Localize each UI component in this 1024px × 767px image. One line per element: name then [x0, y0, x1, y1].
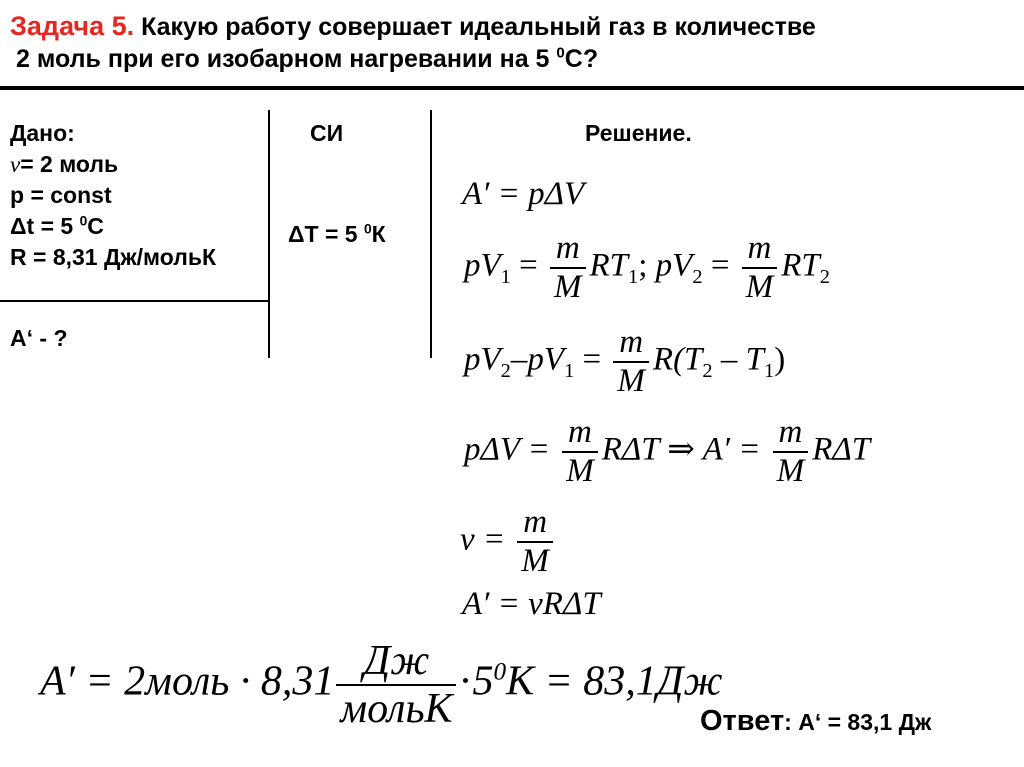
eq3-pv1: pV: [527, 341, 565, 378]
eq4-fraction-1: [562, 416, 598, 488]
eq2-rt2: RT: [781, 247, 820, 284]
answer-value: : A‘ = 83,1 Дж: [784, 709, 932, 735]
frac-den: M: [742, 267, 778, 304]
implies-arrow: ⇒: [667, 431, 695, 468]
find-quantity: A‘ - ?: [10, 325, 68, 351]
si-title: СИ: [310, 120, 344, 146]
si-delta-T-value: ΔT = 5: [288, 221, 358, 247]
final-result: К = 83,1Дж: [506, 658, 723, 705]
equation-work: A′ = pΔV: [462, 176, 585, 212]
nu-symbol: ν: [10, 152, 21, 177]
frac-den: мольК: [336, 684, 456, 730]
frac-num: m: [523, 504, 548, 540]
equation-state: [464, 232, 830, 304]
eq2-pv1: pV: [464, 247, 501, 284]
eq3-equals: =: [582, 341, 602, 378]
eq2-sub1b: 1: [628, 266, 639, 289]
task-line-1: [10, 10, 816, 43]
frac-den: M: [517, 541, 553, 578]
eq4-left: pΔV =: [464, 431, 550, 468]
eq3-minus: –: [510, 341, 528, 378]
final-dot: ·: [458, 658, 473, 705]
eq5-fraction: [517, 506, 553, 578]
divider-si-solution: [430, 110, 432, 358]
delta-t-value: Δt = 5: [10, 213, 74, 239]
given-find-rule: [0, 300, 268, 302]
eq4-a: A′ =: [702, 431, 761, 468]
nu-value: = 2 моль: [20, 151, 119, 177]
eq4-rdt: RΔT: [601, 431, 659, 468]
task-text-end: С?: [564, 45, 599, 73]
frac-den: M: [562, 451, 598, 488]
given-gas-constant: R = 8,31 Дж/мольК: [10, 244, 217, 270]
si-delta-T: [288, 219, 386, 250]
frac-num: m: [555, 230, 580, 266]
frac-den: M: [613, 361, 649, 398]
delta-t-unit: С: [87, 213, 104, 239]
eq4-rdt2: RΔT: [812, 431, 871, 468]
answer-label: Ответ: [700, 705, 785, 737]
given-title: Дано:: [10, 120, 75, 146]
degree-superscript: 0: [79, 213, 88, 229]
task-statement: [10, 10, 816, 75]
final-left: A′ = 2моль · 8,31: [40, 658, 335, 705]
eq3-fraction: [613, 326, 649, 398]
divider-given-si: [268, 110, 270, 358]
equation-difference: [464, 326, 785, 398]
header-rule: [0, 86, 1024, 90]
si-delta-T-unit: К: [371, 221, 386, 247]
eq2-rt1: RT: [589, 247, 629, 284]
final-five: 5: [472, 658, 494, 705]
eq3-pv2: pV: [464, 341, 501, 378]
degree-superscript: 0: [363, 221, 372, 237]
eq2-pv2: pV: [655, 247, 693, 284]
final-unit-fraction: [336, 640, 456, 730]
frac-num: m: [619, 324, 644, 360]
task-text-line-1: Какую работу совершает идеальный газ в количестве: [141, 13, 816, 41]
eq3-r-t2: R(T: [652, 341, 703, 378]
frac-num: m: [747, 230, 772, 266]
eq2-fraction-2: [742, 232, 778, 304]
frac-num: m: [778, 414, 803, 450]
eq3-sub2: 2: [500, 360, 511, 383]
frac-num: Дж: [363, 638, 430, 684]
frac-den: M: [773, 451, 809, 488]
eq2-equals: =: [519, 247, 538, 284]
eq3-sub-t2: 2: [702, 360, 713, 383]
task-line-2: [10, 43, 816, 75]
degree-superscript: 0: [493, 658, 507, 686]
degree-superscript: 0: [556, 44, 565, 62]
eq3-minus-t1: – T: [712, 341, 764, 378]
frac-num: m: [568, 414, 592, 450]
given-pressure: p = const: [10, 182, 112, 208]
eq3-sub1: 1: [564, 360, 575, 383]
eq2-sub1: 1: [500, 266, 511, 289]
eq5-left: ν =: [460, 521, 506, 558]
eq3-close-paren: ): [774, 341, 786, 378]
equation-work-final: A′ = νRΔT: [462, 586, 601, 622]
task-label: Задача 5.: [10, 11, 135, 41]
given-block: [10, 118, 216, 273]
eq2-separator: ;: [638, 247, 648, 284]
answer: [700, 705, 931, 738]
eq2-equals-2: =: [710, 247, 730, 284]
equation-moles: [460, 506, 557, 578]
eq2-sub2b: 2: [819, 266, 830, 289]
eq2-sub2: 2: [692, 266, 703, 289]
solution-title: Решение.: [585, 120, 692, 146]
eq2-fraction-1: [550, 232, 586, 304]
eq4-fraction-2: [773, 416, 809, 488]
equation-work-derivation: [464, 416, 870, 488]
equation-numeric: [40, 640, 723, 730]
frac-den: M: [550, 267, 586, 304]
given-delta-t: [10, 211, 216, 242]
task-text-line-2: 2 моль при его изобарном нагревании на 5: [16, 45, 550, 73]
eq3-sub-t1: 1: [763, 360, 775, 383]
given-nu: [10, 149, 216, 180]
